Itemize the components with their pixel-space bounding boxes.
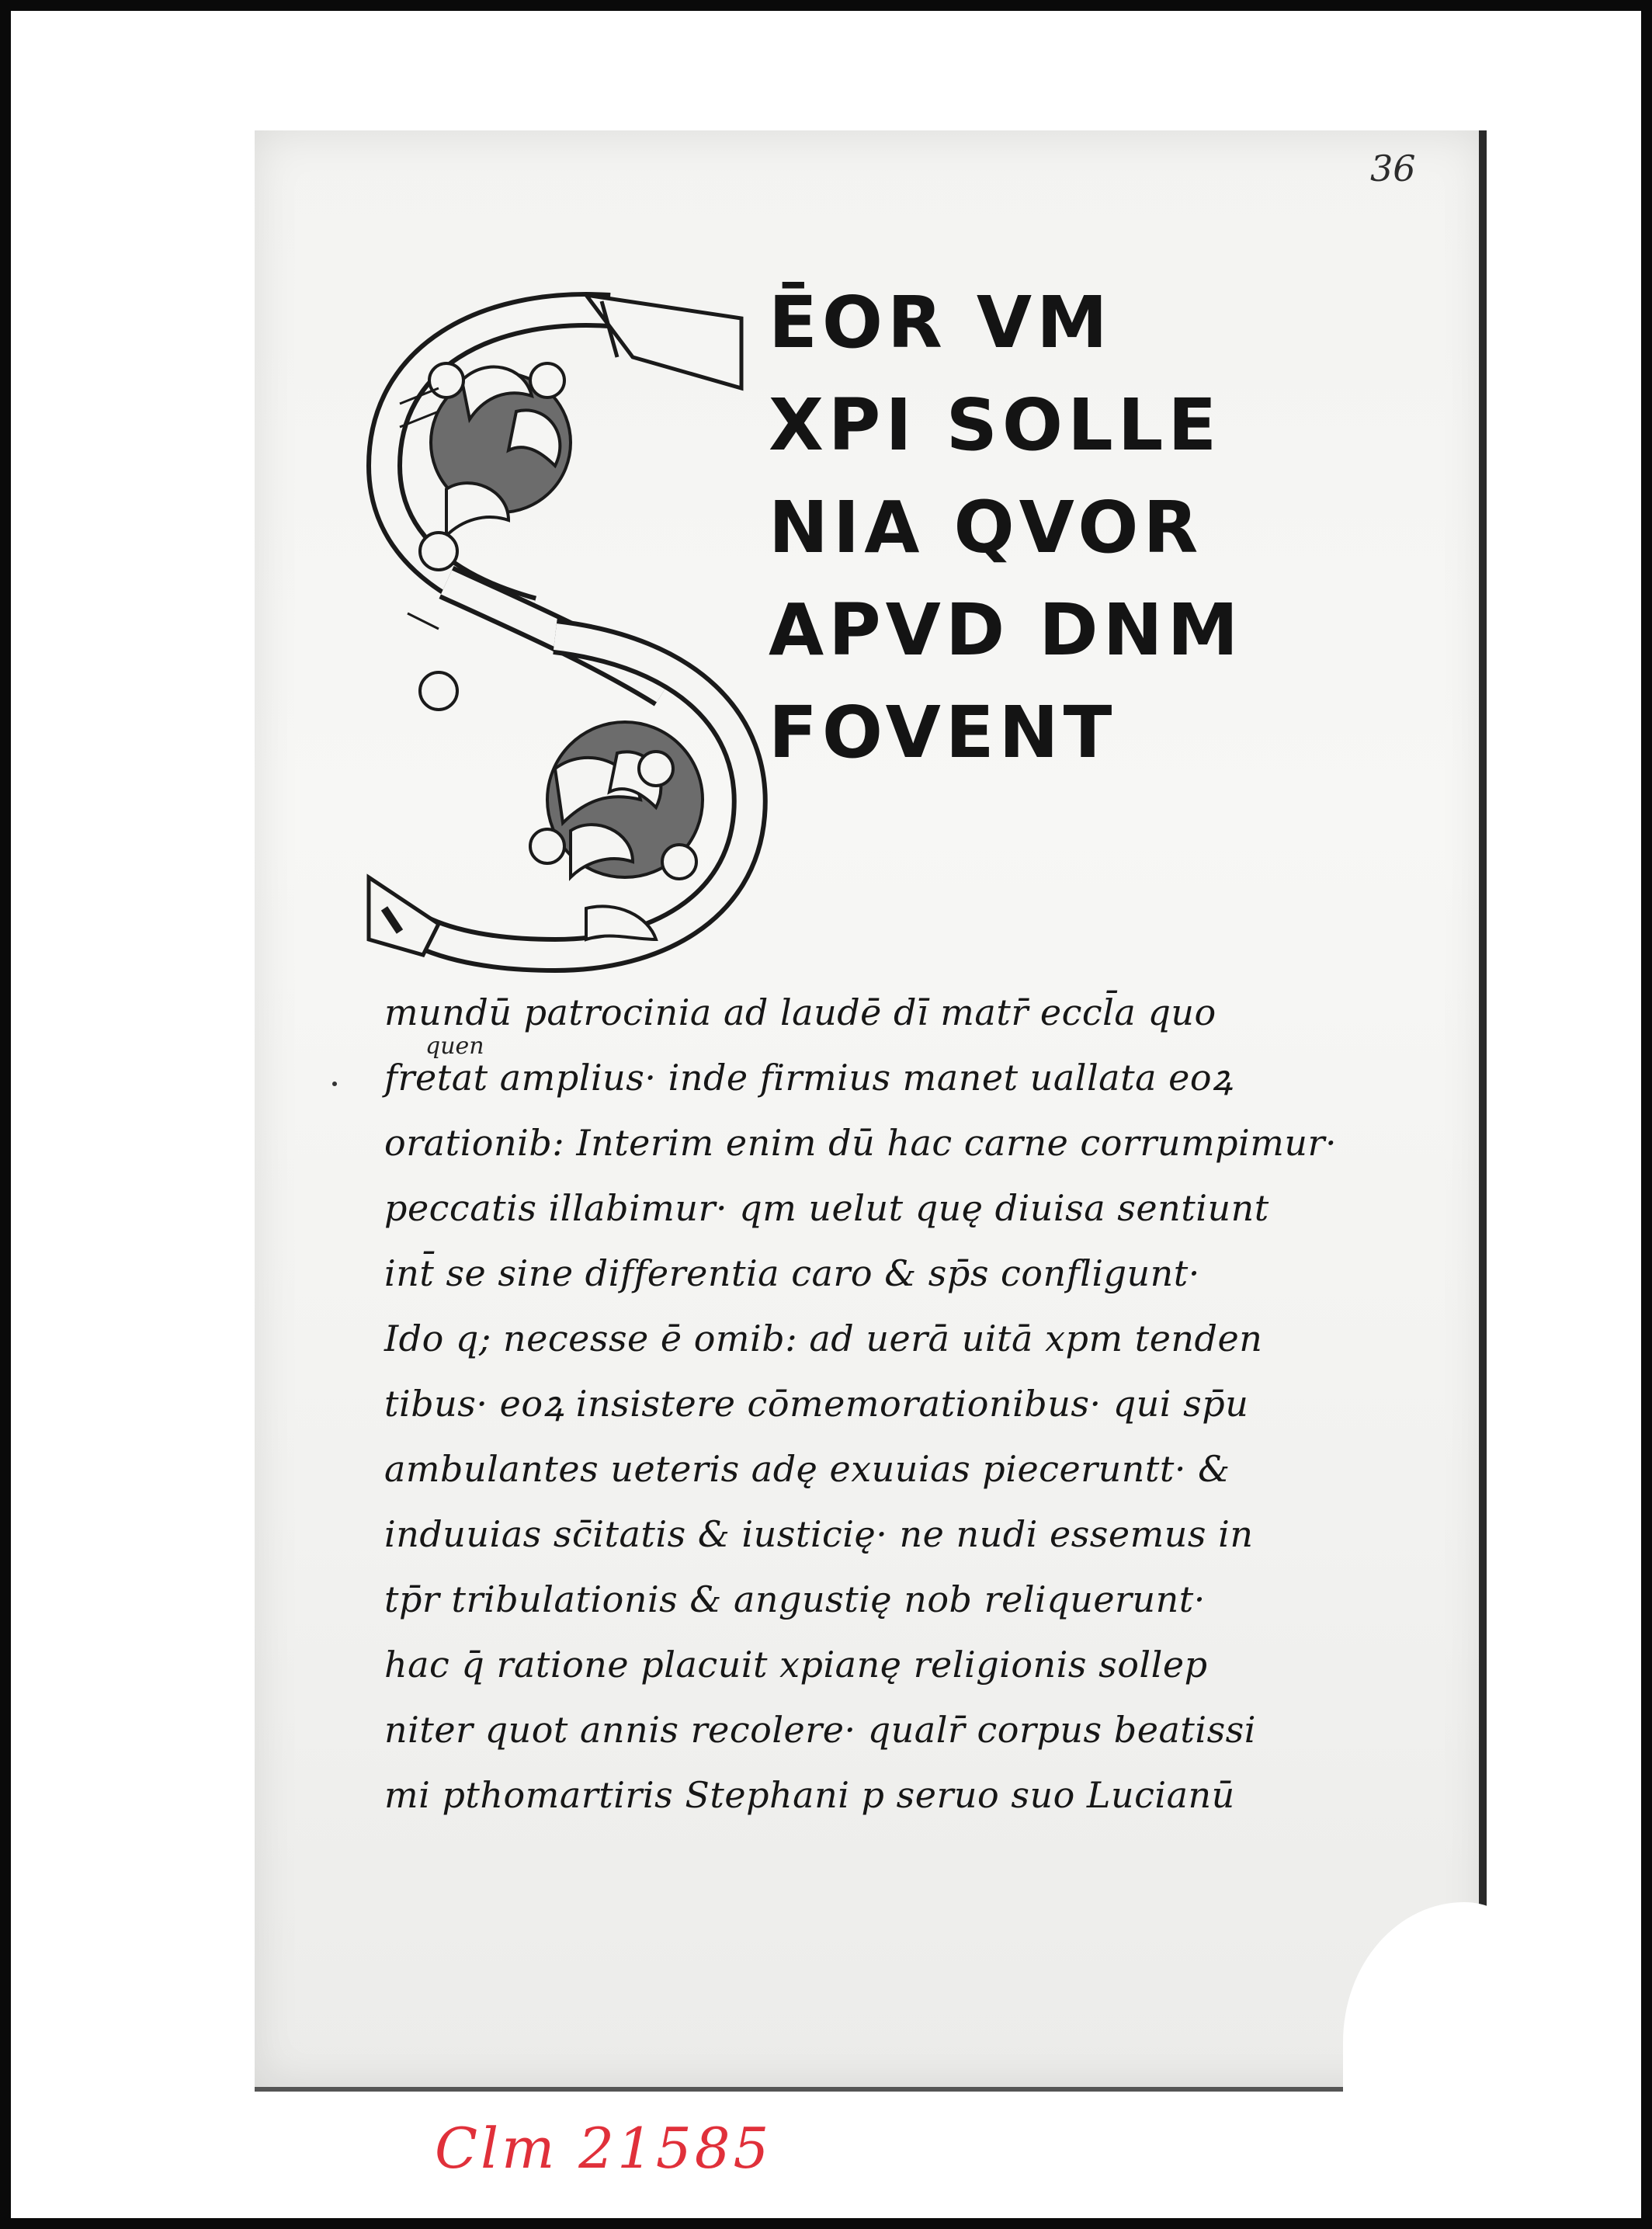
- decorated-initial-s: [353, 287, 788, 986]
- text-line: hac q̄ ratione placuit xpianę religionis sollep: [384, 1644, 1208, 1686]
- display-line: FOVENT: [769, 691, 1117, 774]
- text-line: int̄ se sine differentia caro & sp̄s confligunt·: [384, 1252, 1200, 1294]
- text-line: ambulantes ueteris adę exuuias pieceruntt· &: [384, 1448, 1230, 1490]
- display-line: APVD DNM: [769, 588, 1244, 672]
- display-line: NIA QVOR: [769, 486, 1203, 569]
- text-line: induuias sc̄itatis & iusticię· ne nudi essemus in: [384, 1513, 1254, 1555]
- interlinear-gloss: quen: [425, 1033, 484, 1060]
- display-line: XPI SOLLE: [769, 384, 1222, 467]
- display-capitals: [769, 272, 1265, 784]
- text-line: niter quot annis recolere· qualr̄ corpus beatissi: [384, 1709, 1256, 1751]
- catalog-shelfmark: Clm 21585: [435, 2116, 772, 2181]
- manuscript-text: [384, 980, 1338, 1828]
- text-line: mi pthomartiris Stephani p seruo suo Lucianū: [384, 1774, 1235, 1816]
- text-line: tp̄r tribulationis & angustię nob reliquerunt·: [384, 1578, 1206, 1620]
- text-line: fretat amplius· inde firmius manet uallata eoꝝ: [384, 1057, 1234, 1099]
- text-line: Ido q; necesse ē omib: ad uerā uitā xpm tenden: [384, 1318, 1263, 1359]
- text-line: mundū patrocinia ad laudē dī matr̄ eccl̄a quo: [384, 991, 1216, 1033]
- text-line: peccatis illabimur· qm uelut quę diuisa sentiunt: [384, 1187, 1269, 1229]
- text-line: orationib: Interim enim dū hac carne corrumpimur·: [384, 1122, 1338, 1164]
- page-edge: [1479, 130, 1487, 1947]
- folio-number: 36: [1370, 148, 1416, 189]
- display-line: ĒOR VM: [769, 281, 1112, 364]
- page-bottom-edge: [255, 2087, 1485, 2092]
- text-line: tibus· eoꝝ insistere cōmemorationibus· qui sp̄u: [384, 1383, 1249, 1425]
- margin-dot: [332, 1082, 337, 1086]
